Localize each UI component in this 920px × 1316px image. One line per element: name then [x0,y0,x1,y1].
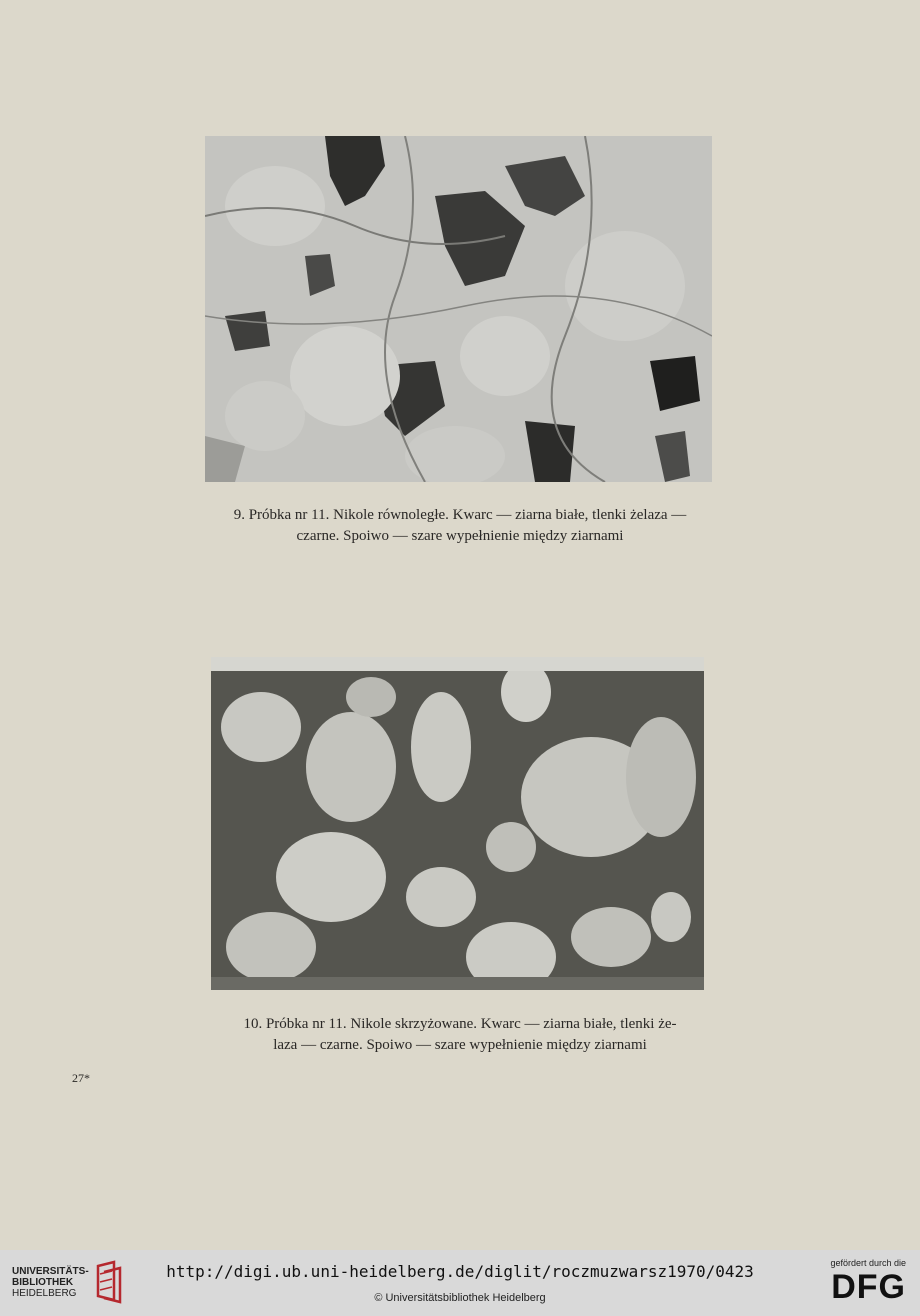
micrograph-crossed-nicols [211,657,704,990]
caption-line: laza — czarne. Spoiwo — szare wypełnienie między ziarnami [273,1037,647,1053]
dfg-wordmark: DFG [831,1268,906,1306]
page-number: 27* [72,1071,90,1085]
funding-label: gefördert durch die [830,1258,906,1268]
figure-10-caption [150,1014,770,1056]
library-name-line3: HEIDELBERG [12,1288,77,1299]
copyright-notice: © Universitätsbibliothek Heidelberg [374,1292,546,1304]
caption-line: 10. Próbka nr 11. Nikole skrzyżowane. Kwarc — ziarna białe, tlenki że- [243,1016,677,1032]
library-name-line2: BIBLIOTHEK [12,1277,74,1288]
library-name-line1: UNIVERSITÄTS- [12,1266,89,1277]
figure-9-caption [150,505,770,547]
footer-bar [0,1250,920,1316]
caption-line: 9. Próbka nr 11. Nikole równoległe. Kwarc — ziarna białe, tlenki żelaza — [233,507,687,523]
micrograph-parallel-nicols [205,136,712,482]
permalink-url[interactable]: http://digi.ub.uni-heidelberg.de/diglit/roczmuzwarsz1970/0423 [166,1262,754,1281]
dfg-logo[interactable] [816,1258,906,1310]
caption-line: czarne. Spoiwo — szare wypełnienie między ziarnami [296,528,624,544]
